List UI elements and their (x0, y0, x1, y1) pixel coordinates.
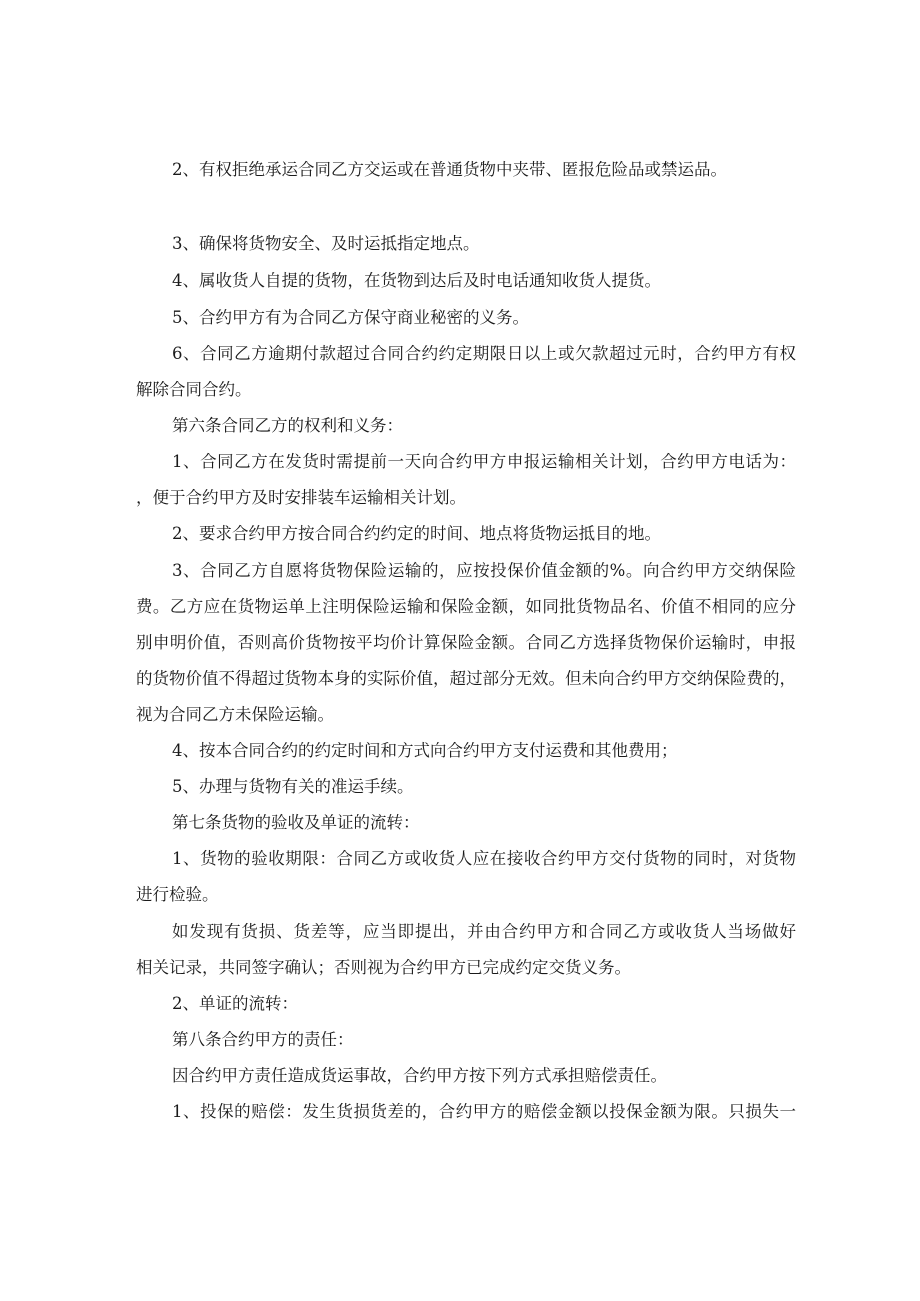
clause-line: 的货物价值不得超过货物本身的实际价值，超过部分无效。但未向合约甲方交纳保险费的， (136, 669, 796, 688)
clause-line: 解除合同合约。 (136, 380, 252, 399)
clause-line: ，便于合约甲方及时安排装车运输相关计划。 (136, 488, 466, 507)
clause-line: 1、货物的验收期限：合同乙方或收货人应在接收合约甲方交付货物的同时，对货物 (172, 849, 796, 868)
clause-line: 别申明价值，否则高价货物按平均价计算保险金额。合同乙方选择货物保价运输时，申报 (136, 633, 796, 652)
clause-line: 费。乙方应在货物运单上注明保险运输和保险金额，如同批货物品名、价值不相同的应分 (136, 597, 796, 616)
clause-line: 6、合同乙方逾期付款超过合同合约约定期限日以上或欠款超过元时，合约甲方有权 (172, 344, 796, 363)
clause-line: 进行检验。 (136, 885, 219, 904)
clause-line: 5、合约甲方有为合同乙方保守商业秘密的义务。 (172, 308, 529, 327)
clause-line: 2、有权拒绝承运合同乙方交运或在普通货物中夹带、匿报危险品或禁运品。 (172, 160, 727, 179)
clause-line: 如发现有货损、货差等，应当即提出，并由合约甲方和合同乙方或收货人当场做好 (172, 922, 796, 941)
clause-line: 视为合同乙方未保险运输。 (136, 705, 334, 724)
section-heading: 第六条合同乙方的权利和义务： (172, 416, 403, 435)
section-heading: 第八条合约甲方的责任： (172, 1030, 354, 1049)
clause-line: 4、按本合同合约的约定时间和方式向合约甲方支付运费和其他费用； (172, 741, 678, 760)
clause-line: 因合约甲方责任造成货运事故，合约甲方按下列方式承担赔偿责任。 (172, 1066, 667, 1085)
section-heading: 第七条货物的验收及单证的流转： (172, 813, 420, 832)
clause-line: 1、合同乙方在发货时需提前一天向合约甲方申报运输相关计划，合约甲方电话为： (172, 452, 796, 471)
clause-line: 2、要求合约甲方按合同合约约定的时间、地点将货物运抵目的地。 (172, 524, 661, 543)
clause-line: 3、确保将货物安全、及时运抵指定地点。 (172, 234, 480, 253)
clause-line: 2、单证的流转： (172, 994, 298, 1013)
clause-line: 4、属收货人自提的货物，在货物到达后及时电话通知收货人提货。 (172, 271, 661, 290)
clause-line: 相关记录，共同签字确认；否则视为合约甲方已完成约定交货义务。 (136, 958, 631, 977)
clause-line: 3、合同乙方自愿将货物保险运输的，应按投保价值金额的%。向合约甲方交纳保险 (172, 561, 796, 580)
clause-line: 5、办理与货物有关的准运手续。 (172, 777, 414, 796)
clause-line: 1、投保的赔偿：发生货损货差的，合约甲方的赔偿金额以投保金额为限。只损失一 (172, 1102, 796, 1121)
